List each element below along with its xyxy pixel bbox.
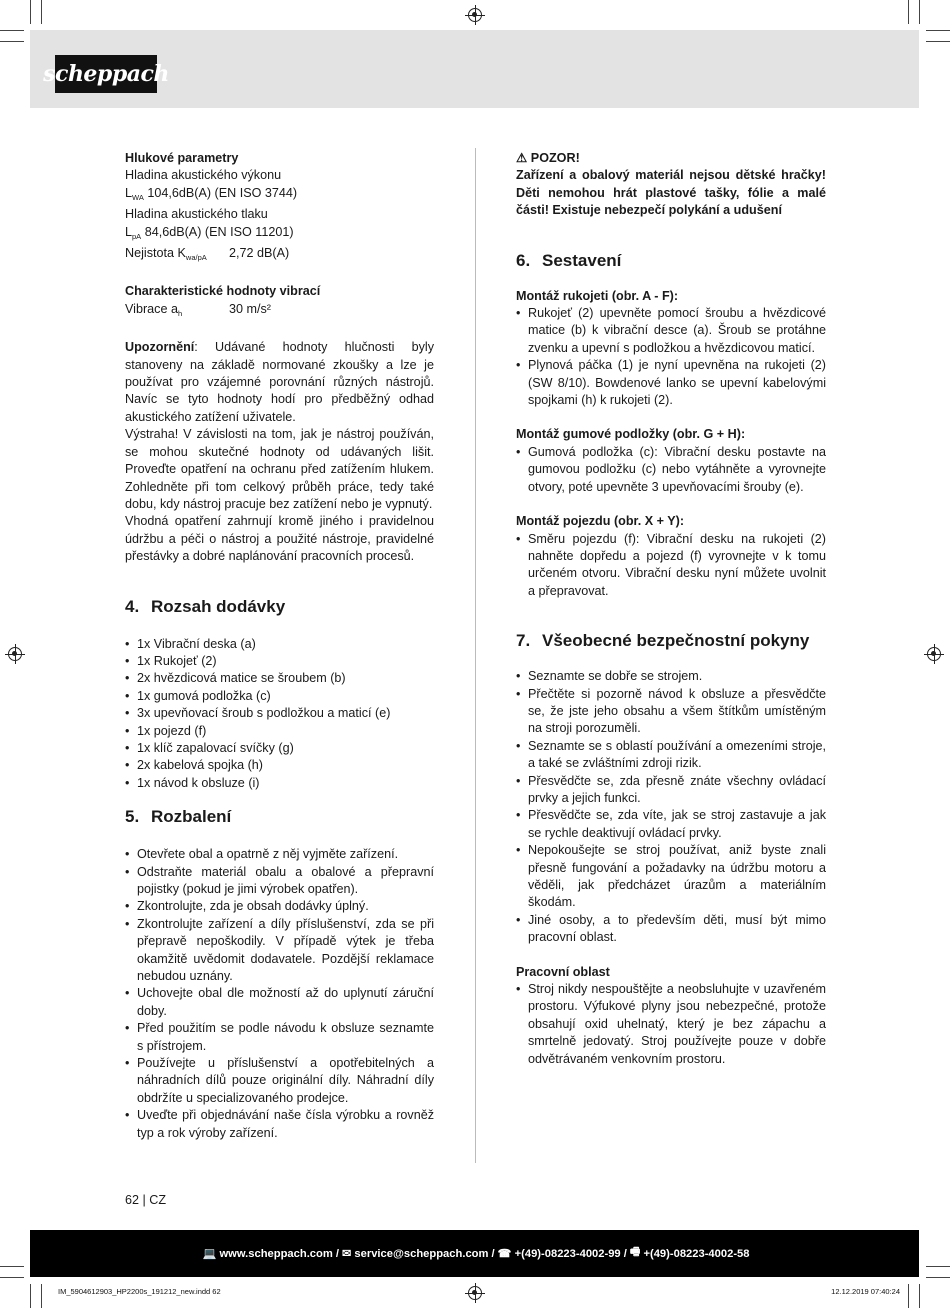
warning-text: Zařízení a obalový materiál nejsou dětské hračky! Děti nemohou hrát plastové tašky, fólie a malé části! Existuje nebezpečí polykání a udušení xyxy=(516,168,826,218)
print-slug-date: 12.12.2019 07:40:24 xyxy=(831,1287,900,1296)
warning-title xyxy=(516,150,826,167)
footer-contact-bar xyxy=(30,1230,919,1277)
list-item: • Otevřete obal a opatrně z něj vyjměte zařízení. xyxy=(125,846,434,863)
vibration-value: 30 m/s² xyxy=(229,301,271,316)
list-item: • Před použitím se podle návodu k obsluze seznamte s přístrojem. xyxy=(125,1020,434,1055)
section-6-title xyxy=(516,250,826,272)
subscript: h xyxy=(177,308,183,318)
assembly-list xyxy=(516,305,826,409)
phone-number: +(49)-08223-4002-99 / xyxy=(514,1247,627,1260)
measures-paragraph: Vhodná opatření zahrnují kromě jiného i pravidelnou údržbu a péči o nástroj a použité nástroje, pravidelné přestávky a dobré naplánování pracovních procesů. xyxy=(125,514,434,564)
list-item: • 1x klíč zapalovací svíčky (g) xyxy=(125,740,434,757)
crop-mark xyxy=(926,41,950,42)
section-7-title xyxy=(516,630,826,652)
list-item: • Gumová podložka (c): Vibrační desku postavte na gumovou podložku (c) nebo vytáhněte a vyrovnejte otvory, poté upevněte 3 upevňovacími šrouby (e). xyxy=(516,444,826,496)
registration-mark-icon xyxy=(468,1286,482,1300)
warning-paragraph: Výstraha! V závislosti na tom, jak je nástroj používán, se mohou skutečné hodnoty od udávaných lišit. Proveďte opatření na ochranu před zatížením hlukem. Zohledněte při tom celkový průběh práce, tedy také dobu, kdy nástroj pracuje bez zatížení nebo je vypnutý. xyxy=(125,427,434,511)
left-column xyxy=(125,150,434,1142)
crop-mark xyxy=(0,1277,24,1278)
print-slug-file: IM_5904612903_HP2200s_191212_new.indd 62 xyxy=(58,1287,221,1296)
list-item: • Seznamte se dobře se strojem. xyxy=(516,668,826,685)
list-item: • Zkontrolujte, zda je obsah dodávky úplný. xyxy=(125,898,434,915)
right-column xyxy=(516,150,826,1068)
fax-number: +(49)-08223-4002-58 xyxy=(643,1247,750,1260)
section-5-title xyxy=(125,806,434,828)
label-text: Vibrace a xyxy=(125,301,178,316)
subheading: Pracovní oblast xyxy=(516,964,610,979)
uncertainty-label xyxy=(125,245,229,266)
list-item: • 2x kabelová spojka (h) xyxy=(125,757,434,774)
uncertainty-value: 2,72 dB(A) xyxy=(229,246,290,261)
list-item: • 1x Vibrační deska (a) xyxy=(125,636,434,653)
warning-title-text: POZOR! xyxy=(530,151,580,165)
list-item: • Směru pojezdu (f): Vibrační desku na rukojeti (2) nahněte dopředu a pojezd (f) vyrovnejte v k tomu určeném otvoru. Vibrační desku nyní můžete uvolnit a přepravovat. xyxy=(516,531,826,601)
email-link[interactable]: service@scheppach.com / xyxy=(354,1247,495,1260)
list-item: • Uveďte při objednávání naše čísla výrobku a rovněž typ a rok výroby zařízení. xyxy=(125,1107,434,1142)
crop-mark xyxy=(908,1284,909,1308)
crop-mark xyxy=(926,30,950,31)
website-link[interactable]: www.scheppach.com / xyxy=(219,1247,340,1260)
vibration-heading: Charakteristické hodnoty vibrací xyxy=(125,284,321,299)
crop-mark xyxy=(908,0,909,24)
list-item: • Přesvědčte se, zda víte, jak se stroj zastavuje a jak se rychle deaktivují ovládací prvky. xyxy=(516,807,826,842)
symbol: L xyxy=(125,224,133,239)
crop-mark xyxy=(30,0,31,24)
sound-pressure-row xyxy=(125,224,434,245)
computer-icon: 💻 xyxy=(202,1248,217,1260)
assembly-list xyxy=(516,444,826,496)
sound-power-value: 104,6dB(A) (EN ISO 3744) xyxy=(147,185,298,200)
crop-mark xyxy=(926,1277,950,1278)
list-item: • Seznamte se s oblastí používání a omezeními stroje, a také se zvláštními zdroji rizik. xyxy=(516,738,826,773)
registration-mark-icon xyxy=(8,647,22,661)
fax-icon: 🖷 xyxy=(629,1246,641,1258)
sound-power-label: Hladina akustického výkonu xyxy=(125,168,282,183)
label-text: Nejistota K xyxy=(125,246,186,261)
mail-icon: ✉ xyxy=(342,1248,352,1260)
list-item: • Zkontrolujte zařízení a díly příslušenství, zda se při přepravě nepoškodily. V případě výtek je třeba okamžitě uvědomit dodavatele. Pozdější reklamace nebudou uznány. xyxy=(125,916,434,986)
sound-power-row xyxy=(125,185,434,206)
list-item: • Stroj nikdy nespouštějte a neobsluhujte v uzavřeném prostoru. Výfukové plyny jsou nebezpečné, protože obsahují oxid uhelnatý, který je bez zápachu a smrtelně jedovatý. Stroj používejte pouze v dobře odvětrávaném venkovním prostoru. xyxy=(516,981,826,1068)
list-item: • Přečtěte si pozorně návod k obsluze a přesvědčte se, že jste jeho obsahu a všem štítkům umístěným na stroji porozuměli. xyxy=(516,686,826,738)
vibration-label xyxy=(125,301,229,322)
work-area-list xyxy=(516,981,826,1068)
list-item: • 1x návod k obsluze (i) xyxy=(125,775,434,792)
section-title-text: Rozbalení xyxy=(151,807,232,827)
warning-icon: ⚠ xyxy=(516,151,528,165)
delivery-list xyxy=(125,636,434,793)
section-number: 5. xyxy=(125,807,140,827)
safety-list xyxy=(516,668,826,947)
noise-heading: Hlukové parametry xyxy=(125,151,239,165)
assembly-list xyxy=(516,531,826,601)
subscript: WA xyxy=(132,192,144,202)
list-item: • 2x hvězdicová matice se šroubem (b) xyxy=(125,670,434,687)
list-item: • 1x Rukojeť (2) xyxy=(125,653,434,670)
crop-mark xyxy=(0,1266,24,1267)
crop-mark xyxy=(926,1266,950,1267)
subscript: pA xyxy=(132,231,142,241)
crop-mark xyxy=(919,0,920,24)
list-item: • Plynová páčka (1) je nyní upevněna na rukojeti (2) (SW 8/10). Bowdenové lanko se upevní kabelovými spojkami (h) k rukojeti (2). xyxy=(516,357,826,409)
sound-pressure-value: 84,6dB(A) (EN ISO 11201) xyxy=(144,224,294,239)
symbol: L xyxy=(125,185,133,200)
vibration-row xyxy=(125,301,434,322)
crop-mark xyxy=(0,30,24,31)
uncertainty-row xyxy=(125,245,434,266)
list-item: • 1x pojezd (f) xyxy=(125,723,434,740)
crop-mark xyxy=(41,0,42,24)
phone-icon: ☎ xyxy=(497,1248,512,1260)
list-item: • Rukojeť (2) upevněte pomocí šroubu a hvězdicové matice (b) k vibrační desce (a). Šroub se protáhne zvenku a upevní s podložkou a hvězdicovou maticí. xyxy=(516,305,826,357)
subheading: Montáž rukojeti (obr. A - F): xyxy=(516,288,679,303)
list-item: • Jiné osoby, a to především děti, musí být mimo pracovní oblast. xyxy=(516,912,826,947)
section-title-text: Rozsah dodávky xyxy=(151,596,286,616)
crop-mark xyxy=(30,1284,31,1308)
notice-paragraph xyxy=(125,339,434,426)
page-number: 62 | CZ xyxy=(125,1193,167,1207)
list-item: • 3x upevňovací šroub s podložkou a maticí (e) xyxy=(125,705,434,722)
brand-logo: scheppach xyxy=(55,55,157,93)
notice-label: Upozornění xyxy=(125,340,195,355)
list-item: • Uchovejte obal dle možností až do uplynutí záruční doby. xyxy=(125,985,434,1020)
registration-mark-icon xyxy=(927,647,941,661)
section-number: 7. xyxy=(516,631,531,651)
section-title-text: Sestavení xyxy=(542,250,622,270)
list-item: • Používejte u příslušenství a opotřebitelných a náhradních dílů pouze originální díly. Náhradní díly obdržíte u specializovaného prodejce. xyxy=(125,1055,434,1107)
crop-mark xyxy=(41,1284,42,1308)
notice-text: : Udávané hodnoty hlučnosti byly stanoveny na základě normované zkoušky a lze je používat pro vzájemné porovnání různých nástrojů. Navíc se tyto hodnoty hodí pro předběžný odhad akustického zatížení uživatele. xyxy=(125,340,434,424)
subheading: Montáž pojezdu (obr. X + Y): xyxy=(516,514,685,529)
crop-mark xyxy=(0,41,24,42)
subheading: Montáž gumové podložky (obr. G + H): xyxy=(516,427,746,442)
list-item: • Nepokoušejte se stroj používat, aniž byste znali přesně fungování a požadavky na údržbu motoru a věděli, jak předcházet úrazům a materiálním škodám. xyxy=(516,842,826,912)
list-item: • Přesvědčte se, zda přesně znáte všechny ovládací prvky a jejich funkci. xyxy=(516,773,826,808)
subscript: wa/pA xyxy=(185,253,207,263)
section-title-text: Všeobecné bezpečnostní pokyny xyxy=(542,631,810,651)
crop-mark xyxy=(919,1284,920,1308)
column-divider xyxy=(475,148,476,1163)
section-number: 6. xyxy=(516,250,531,270)
registration-mark-icon xyxy=(468,8,482,22)
section-number: 4. xyxy=(125,596,140,616)
list-item: • Odstraňte materiál obalu a obalové a přepravní pojistky (pokud je jimi výrobek opatřen). xyxy=(125,864,434,899)
list-item: • 1x gumová podložka (c) xyxy=(125,688,434,705)
sound-pressure-label: Hladina akustického tlaku xyxy=(125,207,268,222)
section-4-title xyxy=(125,596,434,618)
unpacking-list xyxy=(125,846,434,1142)
